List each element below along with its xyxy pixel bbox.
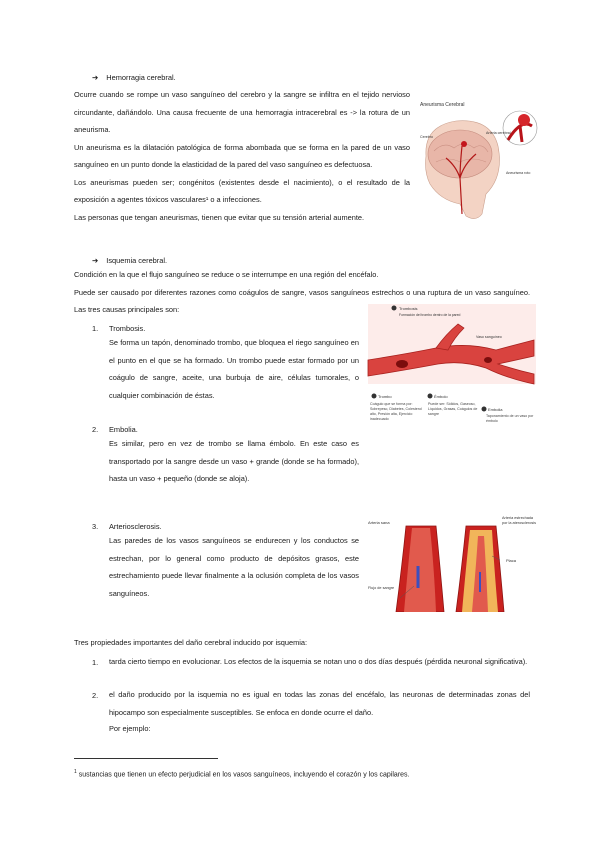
item-title: Embolia. bbox=[109, 425, 138, 434]
col3-text: Taponamiento de un vaso por émbolo bbox=[486, 414, 534, 423]
fig-label-top-sub: Formación del trombo dentro de la pared bbox=[399, 313, 461, 317]
footnote-divider bbox=[74, 758, 218, 759]
paragraph: Un aneurisma es la dilatación patológica de forma abombada que se forma en la pared de un vaso sanguíneo en un punto donde la elasticidad de la pared del vaso sanguíneo es defectuosa. bbox=[74, 142, 410, 169]
list-item-number: 1. bbox=[92, 324, 99, 333]
item-title: Trombosis. bbox=[109, 324, 146, 333]
item-body: Es similar, pero en vez de trombo se llama émbolo. En este caso es transportado por la sangre desde un vaso + grande (donde se ha formado), hasta un vaso + pequeño (donde se aloja). bbox=[109, 439, 359, 483]
paragraph: Condición en la que el flujo sanguíneo se reduce o se interrumpe en una región del encéfalo. bbox=[74, 270, 379, 279]
paragraph: Las personas que tengan aneurismas, tienen que evitar que su tensión arterial aumente. bbox=[74, 212, 365, 222]
list-item-number: 3. bbox=[92, 522, 99, 531]
artery-label-estrechada: Arteria estrechada por la aterosclerosis bbox=[502, 516, 536, 525]
label-cerebro: Cerebro bbox=[420, 135, 433, 139]
paragraph: Ocurre cuando se rompe un vaso sanguíneo del cerebro y la sangre se infiltra en el tejido nervioso circundante, dañándolo. Una causa frecuente de una hemorragia intracerebral es -> la rotura de un aneurisma. bbox=[74, 90, 410, 134]
footnote-mark: 1 bbox=[74, 769, 77, 775]
footnote-text: sustancias que tienen un efecto perjudicial en los vasos sanguíneos, incluyendo el corazón y los capilares. bbox=[78, 771, 410, 779]
property-text: el daño producido por la isquemia no es igual en todas las zonas del encéfalo, las neuronas de determinadas zonas del hipocampo son especialmente susceptibles. Se enfoca en donde ocurre el daño. bbox=[109, 690, 530, 717]
col2-text: Puede ser: Sólidos, Gaseoso, Líquidos, Grasas, Coágulos de sangre bbox=[428, 402, 478, 416]
figure-title: Aneurisma Cerebral bbox=[420, 102, 465, 108]
arrow-icon: ➔ bbox=[92, 73, 99, 82]
artery-label-flujo: Flujo de sangre bbox=[368, 586, 395, 590]
footnote bbox=[74, 767, 410, 780]
embolus bbox=[484, 357, 492, 363]
section1-heading: ➔ Hemorragia cerebral. bbox=[92, 73, 176, 82]
item-title: Arteriosclerosis. bbox=[109, 522, 162, 531]
arrow-icon: ➔ bbox=[92, 256, 99, 265]
paragraph: Los aneurismas pueden ser; congénitos (existentes desde el nacimiento), o el resultado de la exposición a agentes tóxicos vasculares¹ o a infecciones. bbox=[74, 177, 410, 204]
item-body: Se forma un tapón, denominado trombo, que bloquea el riego sanguíneo en el punto en el que se ha formado. Un trombo puede estar formado por un coágulo de sangre, aceite, una burbuja de aire, células tumorales, o cualquier combinación de éstas. bbox=[109, 338, 359, 400]
label-arteria: Arteria cerebral bbox=[486, 131, 511, 135]
col1-title: Trombo bbox=[378, 394, 392, 399]
list-item-number: 2. bbox=[92, 691, 99, 700]
property-text: tarda cierto tiempo en evolucionar. Los efectos de la isquemia se notan uno o dos días después (pérdida neuronal significativa). bbox=[109, 657, 528, 666]
fig-label-top: Trombosis bbox=[399, 306, 418, 311]
label-aneurisma-roto: Aneurisma roto bbox=[506, 171, 531, 175]
example-label: Por ejemplo: bbox=[109, 724, 151, 733]
fig-label-vaso: Vaso sanguíneo bbox=[476, 335, 502, 339]
list-item-number: 2. bbox=[92, 425, 99, 434]
artery-label-sana: Arteria sana bbox=[368, 520, 390, 525]
section2-heading: ➔ Isquemia cerebral. bbox=[92, 256, 168, 265]
artery-label-placa: Placa bbox=[506, 558, 517, 563]
thrombus bbox=[396, 360, 408, 368]
col1-text: Coágulo que se forma por: Sobrepeso, Diabetes, Colesterol alto, Presión alta, Ejercicio inadecuado bbox=[370, 402, 422, 421]
section1-body bbox=[74, 86, 410, 226]
section3-heading: Tres propiedades importantes del daño cerebral inducido por isquemia: bbox=[74, 638, 308, 647]
col2-title: Émbolo bbox=[434, 394, 448, 399]
thrombosis-figure bbox=[366, 304, 538, 494]
item-body: Las paredes de los vasos sanguíneos se endurecen y los conductos se estrechan, por lo general como producto de depósitos grasos, este estrechamiento puede llevar finalmente a la oclusión completa de los vasos sanguíneos. bbox=[109, 536, 359, 598]
paragraph: Puede ser causado por diferentes razones como coágulos de sangre, vasos sanguíneos estrechos o una ruptura de un vaso sanguíneo. Las tres causas principales son: bbox=[74, 287, 530, 314]
aneurysm-bulge bbox=[518, 114, 530, 126]
aneurysm-figure bbox=[416, 96, 538, 236]
list-item-number: 1. bbox=[92, 658, 99, 667]
atherosclerosis-figure bbox=[366, 516, 538, 612]
col3-title: Embolia bbox=[488, 407, 503, 412]
